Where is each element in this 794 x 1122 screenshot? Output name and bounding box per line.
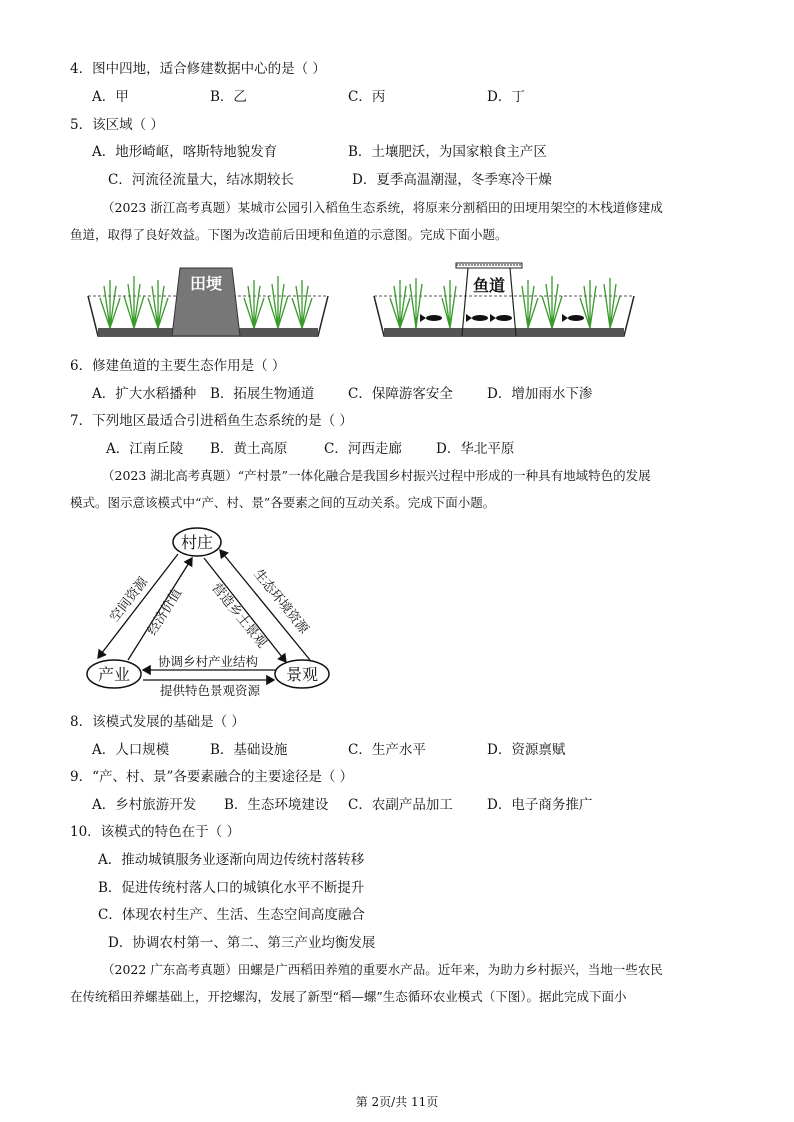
fishway-label: 鱼道 bbox=[472, 276, 506, 295]
label-eco-resources: 生态环境资源 bbox=[250, 566, 312, 637]
q8-option-b: B．基础设施 bbox=[210, 742, 288, 758]
q10-option-a: A．推动城镇服务业逐渐向周边传统村落转移 bbox=[98, 852, 365, 868]
q5-option-a: A．地形崎岖，喀斯特地貌发育 bbox=[92, 144, 278, 160]
question-6-stem: 6．修建鱼道的主要生态作用是（ ） bbox=[70, 358, 286, 374]
arrow-rural-landscape bbox=[204, 558, 286, 662]
question-10-stem: 10．该模式的特色在于（ ） bbox=[70, 824, 240, 840]
page-footer: 第 2页/共 11页 bbox=[355, 1095, 439, 1109]
ridge-panel bbox=[88, 268, 328, 336]
q5-option-c: C．河流径流量大，结冰期较长 bbox=[108, 172, 294, 188]
label-space-resources: 空间资源 bbox=[107, 574, 152, 625]
q7-option-c: C．河西走廊 bbox=[324, 441, 402, 457]
intro-3-line-2: 在传统稻田养螺基础上，开挖螺沟，发展了新型“稻—螺”生态循环农业模式（下图）。据此完成下面小 bbox=[70, 989, 627, 1004]
q8-option-a: A．人口规模 bbox=[92, 742, 170, 758]
village-industry-landscape-diagram bbox=[80, 524, 360, 704]
question-9-stem: 9．“产、村、景”各要素融合的主要途径是（ ） bbox=[70, 769, 354, 785]
q4-option-d: D．丁 bbox=[487, 89, 525, 105]
q9-option-c: C．农副产品加工 bbox=[348, 797, 453, 813]
label-rural-landscape: 营造乡土景观 bbox=[208, 580, 270, 651]
question-8-stem: 8．该模式发展的基础是（ ） bbox=[70, 714, 245, 730]
q10-option-c: C．体现农村生产、生活、生态空间高度融合 bbox=[98, 907, 365, 923]
question-7-stem: 7．下列地区最适合引进稻鱼生态系统的是（ ） bbox=[70, 413, 353, 429]
fish-icons bbox=[420, 314, 584, 322]
node-industry-label: 产业 bbox=[97, 665, 131, 684]
fishway-panel bbox=[374, 263, 634, 336]
q8-option-d: D．资源禀赋 bbox=[487, 742, 566, 758]
q5-option-b: B．土壤肥沃，为国家粮食主产区 bbox=[348, 144, 547, 160]
intro-3-line-1: （2022 广东高考真题）田螺是广西稻田养殖的重要水产品。近年来，为助力乡村振兴，当地一些农民 bbox=[102, 962, 663, 977]
q10-option-b: B．促进传统村落人口的城镇化水平不断提升 bbox=[98, 880, 365, 896]
node-landscape-label: 景观 bbox=[285, 665, 319, 684]
q8-option-c: C．生产水平 bbox=[348, 742, 426, 758]
q9-option-d: D．电子商务推广 bbox=[487, 797, 593, 813]
rice-fish-figure bbox=[82, 258, 722, 342]
node-village-label: 村庄 bbox=[180, 533, 214, 552]
q7-option-a: A．江南丘陵 bbox=[106, 441, 184, 457]
intro-2-line-2: 模式。图示意该模式中“产、村、景”各要素之间的互动关系。完成下面小题。 bbox=[70, 495, 496, 510]
q6-option-b: B．拓展生物通道 bbox=[210, 386, 315, 402]
q7-option-d: D．华北平原 bbox=[436, 441, 515, 457]
label-provide-landscape: 提供特色景观资源 bbox=[159, 683, 261, 698]
q4-option-b: B．乙 bbox=[210, 89, 247, 105]
q5-option-d: D．夏季高温潮湿，冬季寒冷干燥 bbox=[352, 172, 552, 188]
intro-2-line-1: （2023 湖北高考真题）“产村景”一体化融合是我国乡村振兴过程中形成的一种具有地域特色的发展 bbox=[102, 468, 651, 483]
intro-1-line-1: （2023 浙江高考真题）某城市公园引入稻鱼生态系统，将原来分割稻田的田埂用架空的木栈道修建成 bbox=[102, 200, 663, 215]
q6-option-a: A．扩大水稻播种 bbox=[92, 386, 197, 402]
q9-option-b: B．生态环境建设 bbox=[224, 797, 329, 813]
label-coordinate-industry: 协调乡村产业结构 bbox=[157, 654, 259, 669]
q6-option-d: D．增加雨水下渗 bbox=[487, 386, 593, 402]
question-4-stem: 4．图中四地，适合修建数据中心的是（ ） bbox=[70, 61, 326, 77]
q4-option-c: C．丙 bbox=[348, 89, 386, 105]
q10-option-d: D．协调农村第一、第二、第三产业均衡发展 bbox=[108, 935, 376, 951]
question-5-stem: 5．该区域（ ） bbox=[70, 117, 164, 133]
q4-option-a: A．甲 bbox=[92, 89, 129, 105]
q7-option-b: B．黄土高原 bbox=[210, 441, 288, 457]
label-economic-value: 经济价值 bbox=[144, 586, 186, 639]
q6-option-c: C．保障游客安全 bbox=[348, 386, 453, 402]
ridge-label: 田埂 bbox=[189, 274, 223, 293]
intro-1-line-2: 鱼道，取得了良好效益。下图为改造前后田埂和鱼道的示意图。完成下面小题。 bbox=[70, 227, 508, 242]
q9-option-a: A．乡村旅游开发 bbox=[92, 797, 197, 813]
